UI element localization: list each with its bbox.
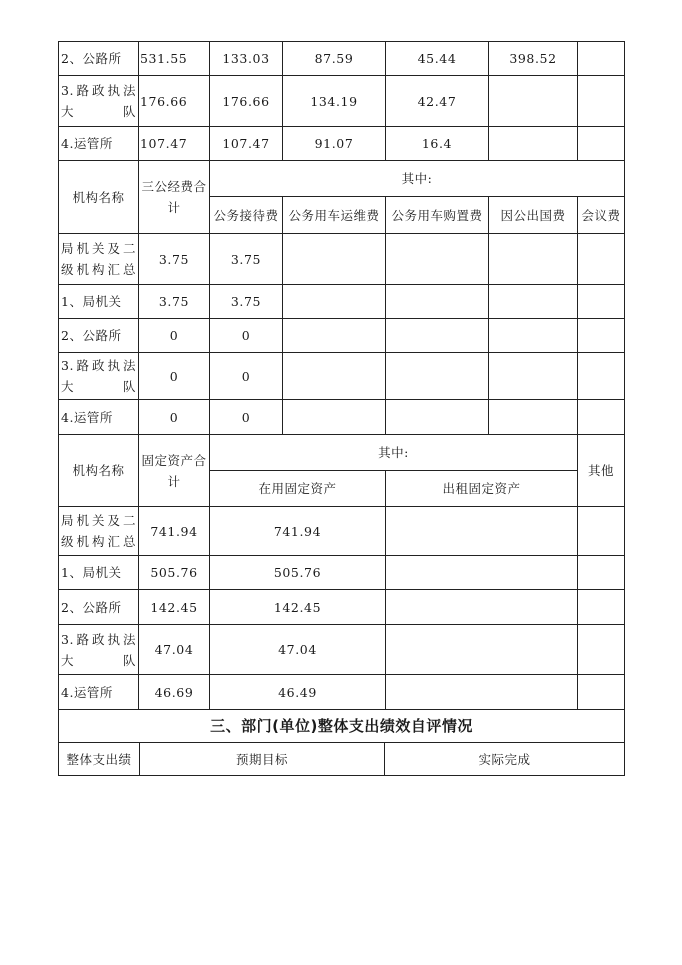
value-cell [577,233,625,285]
value-cell [282,233,386,285]
value-cell [577,555,625,590]
value-cell: 107.47 [209,126,283,161]
org-name-cell: 3.路政执法大队 [58,624,139,675]
value-cell: 741.94 [209,506,386,556]
value-cell [488,284,578,319]
value-cell [577,624,625,675]
value-cell: 133.03 [209,41,283,76]
value-cell [385,284,489,319]
value-cell [577,352,625,400]
value-cell: 0 [209,399,283,435]
total-header: 三公经费合计 [138,160,210,234]
value-cell: 0 [138,318,210,353]
overall-expense-header: 整体支出绩 [58,742,140,776]
value-cell: 505.76 [138,555,210,590]
value-cell: 134.19 [282,75,386,127]
actual-completion-header: 实际完成 [384,742,625,776]
value-cell [385,233,489,285]
value-cell [385,399,489,435]
value-cell: 398.52 [488,41,578,76]
value-cell [385,318,489,353]
value-cell: 47.04 [138,624,210,675]
value-cell: 142.45 [138,589,210,625]
reception-header: 公务接待费 [209,196,283,234]
value-cell [577,399,625,435]
total-header: 固定资产合计 [138,434,210,507]
value-cell: 45.44 [385,41,489,76]
value-cell: 0 [209,318,283,353]
org-header: 机构名称 [58,434,139,507]
value-cell [282,352,386,400]
value-cell: 47.04 [209,624,386,675]
org-name-cell: 1、局机关 [58,284,139,319]
in-use-header: 在用固定资产 [209,470,386,507]
org-name-cell: 4.运管所 [58,126,139,161]
value-cell: 3.75 [209,284,283,319]
value-cell: 176.66 [209,75,283,127]
value-cell [488,233,578,285]
org-name-cell: 2、公路所 [58,589,139,625]
value-cell: 0 [209,352,283,400]
value-cell [577,284,625,319]
value-cell: 87.59 [282,41,386,76]
value-cell [577,674,625,710]
value-cell: 3.75 [209,233,283,285]
value-cell [577,75,625,127]
of-which-header: 其中: [209,160,625,197]
value-cell: 176.66 [138,75,210,127]
value-cell: 142.45 [209,589,386,625]
value-cell [488,399,578,435]
value-cell: 531.55 [138,41,210,76]
value-cell: 46.69 [138,674,210,710]
vehicle-purchase-header: 公务用车购置费 [385,196,489,234]
org-name-cell: 3.路政执法大队 [58,75,139,127]
value-cell: 107.47 [138,126,210,161]
value-cell [488,126,578,161]
value-cell [488,75,578,127]
value-cell: 91.07 [282,126,386,161]
of-which-header: 其中: [209,434,578,471]
value-cell: 3.75 [138,233,210,285]
value-cell: 0 [138,399,210,435]
value-cell [282,318,386,353]
value-cell: 505.76 [209,555,386,590]
vehicle-ops-header: 公务用车运维费 [282,196,386,234]
abroad-header: 因公出国费 [488,196,578,234]
value-cell: 741.94 [138,506,210,556]
org-name-cell: 局机关及二级机构汇总 [58,506,139,556]
value-cell [282,284,386,319]
value-cell [385,352,489,400]
value-cell [282,399,386,435]
value-cell [577,506,625,556]
expected-goal-header: 预期目标 [139,742,385,776]
value-cell [385,506,578,556]
org-name-cell: 局机关及二级机构汇总 [58,233,139,285]
value-cell: 46.49 [209,674,386,710]
value-cell [577,41,625,76]
org-name-cell: 4.运管所 [58,399,139,435]
leased-header: 出租固定资产 [385,470,578,507]
org-name-cell: 4.运管所 [58,674,139,710]
value-cell [488,318,578,353]
org-name-cell: 2、公路所 [58,41,139,76]
performance-report-table [59,42,625,776]
value-cell [385,624,578,675]
value-cell [385,555,578,590]
value-cell: 16.4 [385,126,489,161]
value-cell [385,589,578,625]
value-cell [577,318,625,353]
value-cell [385,674,578,710]
org-name-cell: 1、局机关 [58,555,139,590]
org-name-cell: 2、公路所 [58,318,139,353]
value-cell: 3.75 [138,284,210,319]
value-cell [488,352,578,400]
org-name-cell: 3.路政执法大队 [58,352,139,400]
section-title: 三、部门(单位)整体支出绩效自评情况 [58,709,625,743]
value-cell: 0 [138,352,210,400]
meeting-header: 会议费 [577,196,625,234]
value-cell [577,126,625,161]
value-cell [577,589,625,625]
other-header: 其他 [577,434,625,507]
value-cell: 42.47 [385,75,489,127]
org-header: 机构名称 [58,160,139,234]
